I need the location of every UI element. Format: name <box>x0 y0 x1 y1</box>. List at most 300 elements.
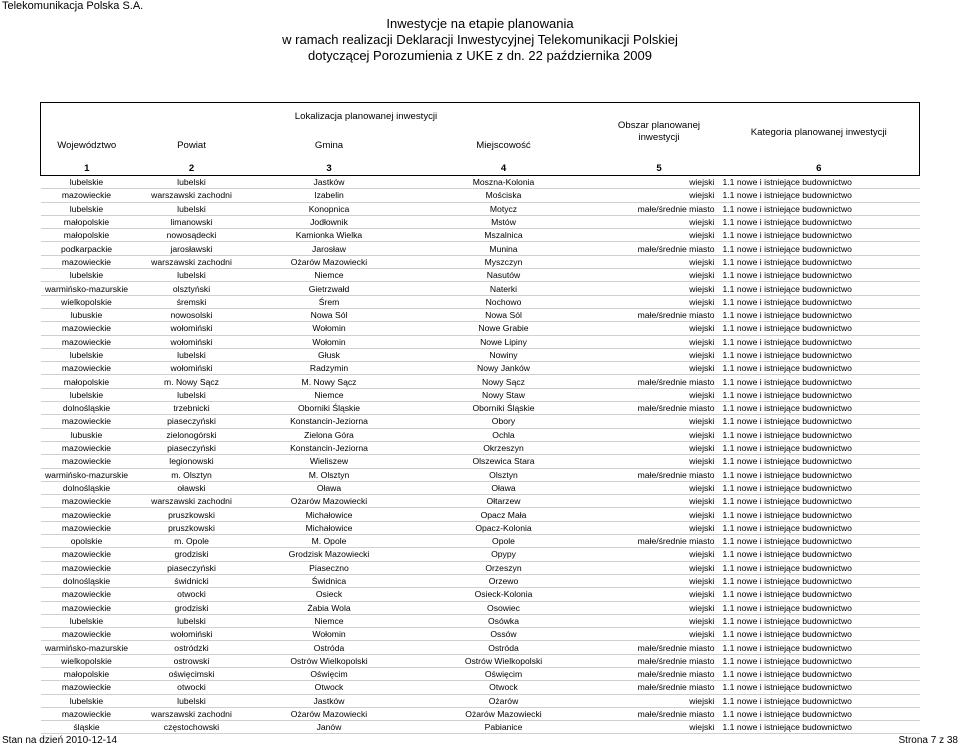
area-cell: wiejski <box>600 548 719 561</box>
area-cell: wiejski <box>600 481 719 494</box>
category-cell: 1.1 nowe i istniejące budownictwo <box>719 641 920 654</box>
commune-cell: Konstancin-Jeziorna <box>251 415 408 428</box>
commune-cell: Michałowice <box>251 508 408 521</box>
voivodeship-cell: mazowieckie <box>41 628 133 641</box>
voivodeship-cell: warmińsko-mazurskie <box>41 468 133 481</box>
category-cell: 1.1 nowe i istniejące budownictwo <box>719 255 920 268</box>
area-cell: wiejski <box>600 628 719 641</box>
area-cell: małe/średnie miasto <box>600 654 719 667</box>
title-line-2: w ramach realizacji Deklaracji Inwestycyjnej Telekomunikacji Polskiej <box>282 32 678 47</box>
commune-cell: Kamionka Wielka <box>251 229 408 242</box>
area-cell: małe/średnie miasto <box>600 707 719 720</box>
area-cell: wiejski <box>600 255 719 268</box>
county-cell: wołomiński <box>133 628 251 641</box>
column-number: 3 <box>251 161 408 176</box>
county-cell: grodziski <box>133 548 251 561</box>
area-cell: wiejski <box>600 176 719 189</box>
category-cell: 1.1 nowe i istniejące budownictwo <box>719 308 920 321</box>
commune-cell: Śrem <box>251 295 408 308</box>
category-cell: 1.1 nowe i istniejące budownictwo <box>719 654 920 667</box>
county-cell: lubelski <box>133 202 251 215</box>
commune-cell: M. Opole <box>251 535 408 548</box>
voivodeship-cell: mazowieckie <box>41 189 133 202</box>
table-row <box>41 362 920 375</box>
locality-cell: Nowy Staw <box>408 388 600 401</box>
area-cell: wiejski <box>600 269 719 282</box>
commune-cell: M. Nowy Sącz <box>251 375 408 388</box>
voivodeship-cell: mazowieckie <box>41 681 133 694</box>
table-row <box>41 388 920 401</box>
table-row <box>41 468 920 481</box>
locality-cell: Nowe Lipiny <box>408 335 600 348</box>
locality-cell: Munina <box>408 242 600 255</box>
area-cell: wiejski <box>600 388 719 401</box>
category-cell: 1.1 nowe i istniejące budownictwo <box>719 402 920 415</box>
table-row <box>41 415 920 428</box>
locality-cell: Ochla <box>408 428 600 441</box>
locality-cell: Otwock <box>408 681 600 694</box>
commune-cell: Jarosław <box>251 242 408 255</box>
county-cell: śremski <box>133 295 251 308</box>
area-cell: małe/średnie miasto <box>600 202 719 215</box>
locality-cell: Ożarów <box>408 694 600 707</box>
locality-cell: Olsztyn <box>408 468 600 481</box>
area-cell: wiejski <box>600 561 719 574</box>
table-row <box>41 535 920 548</box>
table-row <box>41 255 920 268</box>
table-row <box>41 628 920 641</box>
table-body <box>41 176 920 734</box>
table-row <box>41 295 920 308</box>
voivodeship-cell: mazowieckie <box>41 362 133 375</box>
county-cell: częstochowski <box>133 721 251 734</box>
county-cell: m. Nowy Sącz <box>133 375 251 388</box>
locality-cell: Nowe Grabie <box>408 322 600 335</box>
county-cell: oświęcimski <box>133 667 251 680</box>
commune-cell: Oława <box>251 481 408 494</box>
table-row <box>41 348 920 361</box>
county-cell: świdnicki <box>133 574 251 587</box>
county-cell: pruszkowski <box>133 521 251 534</box>
voivodeship-cell: mazowieckie <box>41 508 133 521</box>
voivodeship-cell: mazowieckie <box>41 707 133 720</box>
voivodeship-cell: podkarpackie <box>41 242 133 255</box>
area-cell: wiejski <box>600 335 719 348</box>
area-cell: małe/średnie miasto <box>600 667 719 680</box>
county-cell: pruszkowski <box>133 508 251 521</box>
category-cell: 1.1 nowe i istniejące budownictwo <box>719 548 920 561</box>
locality-cell: Mszalnica <box>408 229 600 242</box>
category-cell: 1.1 nowe i istniejące budownictwo <box>719 229 920 242</box>
category-cell: 1.1 nowe i istniejące budownictwo <box>719 415 920 428</box>
commune-cell: Ostróda <box>251 641 408 654</box>
location-group-header: Lokalizacja planowanej inwestycji <box>133 103 600 130</box>
voivodeship-cell: warmińsko-mazurskie <box>41 282 133 295</box>
county-cell: lubelski <box>133 614 251 627</box>
voivodeship-cell: dolnośląskie <box>41 402 133 415</box>
county-cell: otwocki <box>133 681 251 694</box>
category-cell: 1.1 nowe i istniejące budownictwo <box>719 348 920 361</box>
title-line-3: dotyczącej Porozumienia z UKE z dn. 22 października 2009 <box>308 48 652 63</box>
category-cell: 1.1 nowe i istniejące budownictwo <box>719 601 920 614</box>
table-row <box>41 189 920 202</box>
area-cell: wiejski <box>600 441 719 454</box>
investment-table <box>40 102 920 734</box>
commune-cell: Wieliszew <box>251 455 408 468</box>
voivodeship-cell: mazowieckie <box>41 548 133 561</box>
document-title <box>0 16 960 64</box>
locality-cell: Opacz Mała <box>408 508 600 521</box>
category-cell: 1.1 nowe i istniejące budownictwo <box>719 269 920 282</box>
table-row <box>41 654 920 667</box>
commune-cell: Głusk <box>251 348 408 361</box>
table-row <box>41 375 920 388</box>
county-cell: warszawski zachodni <box>133 255 251 268</box>
voivodeship-cell: mazowieckie <box>41 521 133 534</box>
commune-cell: Wołomin <box>251 335 408 348</box>
table-row <box>41 441 920 454</box>
category-cell: 1.1 nowe i istniejące budownictwo <box>719 335 920 348</box>
locality-cell: Oława <box>408 481 600 494</box>
column-number: 5 <box>600 161 719 176</box>
commune-cell: Gietrzwałd <box>251 282 408 295</box>
category-cell: 1.1 nowe i istniejące budownictwo <box>719 561 920 574</box>
table-row <box>41 601 920 614</box>
commune-cell: Grodzisk Mazowiecki <box>251 548 408 561</box>
area-cell: wiejski <box>600 229 719 242</box>
voivodeship-cell: lubelskie <box>41 176 133 189</box>
table-row <box>41 269 920 282</box>
locality-cell: Olszewica Stara <box>408 455 600 468</box>
area-cell: wiejski <box>600 521 719 534</box>
locality-cell: Opole <box>408 535 600 548</box>
commune-cell: Konopnica <box>251 202 408 215</box>
page-number: Strona 7 z 38 <box>898 735 958 746</box>
area-cell: wiejski <box>600 282 719 295</box>
voivodeship-column-header: Województwo <box>41 129 133 161</box>
table-row <box>41 694 920 707</box>
voivodeship-cell: mazowieckie <box>41 441 133 454</box>
header-blank-cell <box>41 103 133 130</box>
table-row <box>41 335 920 348</box>
county-cell: jarosławski <box>133 242 251 255</box>
commune-cell: Osieck <box>251 588 408 601</box>
area-cell: małe/średnie miasto <box>600 535 719 548</box>
county-cell: ostrowski <box>133 654 251 667</box>
category-cell: 1.1 nowe i istniejące budownictwo <box>719 681 920 694</box>
locality-cell: Oborniki Śląskie <box>408 402 600 415</box>
county-cell: lubelski <box>133 694 251 707</box>
category-cell: 1.1 nowe i istniejące budownictwo <box>719 189 920 202</box>
county-cell: piaseczyński <box>133 415 251 428</box>
county-cell: otwocki <box>133 588 251 601</box>
locality-cell: Mościska <box>408 189 600 202</box>
column-number: 2 <box>133 161 251 176</box>
locality-cell: Moszna-Kolonia <box>408 176 600 189</box>
voivodeship-cell: warmińsko-mazurskie <box>41 641 133 654</box>
table-row <box>41 215 920 228</box>
county-cell: olsztyński <box>133 282 251 295</box>
locality-cell: Opacz-Kolonia <box>408 521 600 534</box>
voivodeship-cell: lubelskie <box>41 202 133 215</box>
county-cell: wołomiński <box>133 335 251 348</box>
area-cell: wiejski <box>600 614 719 627</box>
table-row <box>41 176 920 189</box>
category-cell: 1.1 nowe i istniejące budownictwo <box>719 481 920 494</box>
locality-cell: Ołtarzew <box>408 495 600 508</box>
area-cell: wiejski <box>600 362 719 375</box>
county-cell: nowosolski <box>133 308 251 321</box>
county-cell: warszawski zachodni <box>133 495 251 508</box>
area-cell: wiejski <box>600 455 719 468</box>
area-cell: wiejski <box>600 588 719 601</box>
category-cell: 1.1 nowe i istniejące budownictwo <box>719 388 920 401</box>
voivodeship-cell: lubelskie <box>41 348 133 361</box>
county-cell: piaseczyński <box>133 441 251 454</box>
locality-cell: Opypy <box>408 548 600 561</box>
category-cell: 1.1 nowe i istniejące budownictwo <box>719 295 920 308</box>
commune-cell: Janów <box>251 721 408 734</box>
voivodeship-cell: mazowieckie <box>41 588 133 601</box>
table-row <box>41 667 920 680</box>
voivodeship-cell: małopolskie <box>41 667 133 680</box>
area-cell: wiejski <box>600 322 719 335</box>
commune-cell: Niemce <box>251 269 408 282</box>
commune-cell: Jodłownik <box>251 215 408 228</box>
locality-cell: Obory <box>408 415 600 428</box>
category-cell: 1.1 nowe i istniejące budownictwo <box>719 322 920 335</box>
locality-cell: Nochowo <box>408 295 600 308</box>
table-row <box>41 614 920 627</box>
table-row <box>41 641 920 654</box>
county-cell: wołomiński <box>133 362 251 375</box>
category-cell: 1.1 nowe i istniejące budownictwo <box>719 508 920 521</box>
category-cell: 1.1 nowe i istniejące budownictwo <box>719 707 920 720</box>
report-date: Stan na dzień 2010-12-14 <box>2 735 118 746</box>
voivodeship-cell: lubelskie <box>41 388 133 401</box>
county-cell: warszawski zachodni <box>133 189 251 202</box>
county-cell: ostródzki <box>133 641 251 654</box>
county-cell: wołomiński <box>133 322 251 335</box>
category-cell: 1.1 nowe i istniejące budownictwo <box>719 535 920 548</box>
commune-cell: Konstancin-Jeziorna <box>251 441 408 454</box>
table-row <box>41 521 920 534</box>
commune-cell: M. Olsztyn <box>251 468 408 481</box>
category-cell: 1.1 nowe i istniejące budownictwo <box>719 614 920 627</box>
county-cell: oławski <box>133 481 251 494</box>
voivodeship-cell: lubelskie <box>41 269 133 282</box>
category-cell: 1.1 nowe i istniejące budownictwo <box>719 574 920 587</box>
commune-cell: Piaseczno <box>251 561 408 574</box>
table-row <box>41 322 920 335</box>
category-cell: 1.1 nowe i istniejące budownictwo <box>719 694 920 707</box>
voivodeship-cell: małopolskie <box>41 215 133 228</box>
locality-column-header: Miejscowość <box>476 139 531 151</box>
county-cell: zielonogórski <box>133 428 251 441</box>
area-cell: wiejski <box>600 189 719 202</box>
county-cell: limanowski <box>133 215 251 228</box>
column-number: 6 <box>719 161 920 176</box>
table-row <box>41 561 920 574</box>
category-cell: 1.1 nowe i istniejące budownictwo <box>719 441 920 454</box>
locality-cell: Motycz <box>408 202 600 215</box>
category-cell: 1.1 nowe i istniejące budownictwo <box>719 721 920 734</box>
table-row <box>41 681 920 694</box>
county-cell: lubelski <box>133 269 251 282</box>
county-cell: nowosądecki <box>133 229 251 242</box>
commune-cell: Jastków <box>251 176 408 189</box>
voivodeship-cell: mazowieckie <box>41 455 133 468</box>
table-row <box>41 455 920 468</box>
commune-cell: Radzymin <box>251 362 408 375</box>
voivodeship-cell: mazowieckie <box>41 322 133 335</box>
voivodeship-cell: lubelskie <box>41 614 133 627</box>
voivodeship-cell: mazowieckie <box>41 335 133 348</box>
area-cell: wiejski <box>600 415 719 428</box>
locality-cell: Ostróda <box>408 641 600 654</box>
voivodeship-cell: mazowieckie <box>41 601 133 614</box>
area-cell: wiejski <box>600 295 719 308</box>
category-cell: 1.1 nowe i istniejące budownictwo <box>719 428 920 441</box>
commune-cell: Wołomin <box>251 628 408 641</box>
area-cell: wiejski <box>600 694 719 707</box>
area-cell: małe/średnie miasto <box>600 681 719 694</box>
locality-cell: Ostrów Wielkopolski <box>408 654 600 667</box>
area-cell: wiejski <box>600 721 719 734</box>
locality-cell: Nowy Sącz <box>408 375 600 388</box>
voivodeship-cell: dolnośląskie <box>41 481 133 494</box>
county-cell: legionowski <box>133 455 251 468</box>
table-row <box>41 574 920 587</box>
table-row <box>41 402 920 415</box>
table-row <box>41 721 920 734</box>
area-cell: małe/średnie miasto <box>600 641 719 654</box>
area-cell: wiejski <box>600 428 719 441</box>
locality-cell: Nasutów <box>408 269 600 282</box>
commune-cell: Ostrów Wielkopolski <box>251 654 408 667</box>
category-cell: 1.1 nowe i istniejące budownictwo <box>719 202 920 215</box>
voivodeship-cell: dolnośląskie <box>41 574 133 587</box>
locality-cell: Osówka <box>408 614 600 627</box>
table-row <box>41 707 920 720</box>
company-name: Telekomunikacja Polska S.A. <box>2 0 144 12</box>
table-row <box>41 308 920 321</box>
locality-cell: Orzewo <box>408 574 600 587</box>
locality-cell: Orzeszyn <box>408 561 600 574</box>
commune-cell: Oborniki Śląskie <box>251 402 408 415</box>
category-cell: 1.1 nowe i istniejące budownictwo <box>719 282 920 295</box>
commune-cell: Ożarów Mazowiecki <box>251 255 408 268</box>
voivodeship-cell: lubuskie <box>41 308 133 321</box>
column-number: 1 <box>41 161 133 176</box>
category-column-header: Kategoria planowanej inwestycji <box>719 103 920 162</box>
table-row <box>41 508 920 521</box>
area-cell: małe/średnie miasto <box>600 308 719 321</box>
county-cell: lubelski <box>133 176 251 189</box>
column-number: 4 <box>408 161 600 176</box>
locality-cell: Osieck-Kolonia <box>408 588 600 601</box>
commune-cell: Wołomin <box>251 322 408 335</box>
commune-cell: Ożarów Mazowiecki <box>251 707 408 720</box>
locality-cell: Nowy Janków <box>408 362 600 375</box>
table-row <box>41 588 920 601</box>
voivodeship-cell: lubelskie <box>41 694 133 707</box>
commune-cell: Oświęcim <box>251 667 408 680</box>
voivodeship-cell: lubuskie <box>41 428 133 441</box>
column-number-row <box>41 161 920 176</box>
category-cell: 1.1 nowe i istniejące budownictwo <box>719 468 920 481</box>
voivodeship-cell: mazowieckie <box>41 561 133 574</box>
county-cell: warszawski zachodni <box>133 707 251 720</box>
commune-cell: Niemce <box>251 388 408 401</box>
category-cell: 1.1 nowe i istniejące budownictwo <box>719 242 920 255</box>
voivodeship-cell: wielkopolskie <box>41 654 133 667</box>
commune-cell: Niemce <box>251 614 408 627</box>
table-row <box>41 202 920 215</box>
category-cell: 1.1 nowe i istniejące budownictwo <box>719 495 920 508</box>
area-cell: małe/średnie miasto <box>600 375 719 388</box>
voivodeship-cell: małopolskie <box>41 229 133 242</box>
voivodeship-cell: mazowieckie <box>41 415 133 428</box>
locality-cell: Mstów <box>408 215 600 228</box>
area-cell: małe/średnie miasto <box>600 242 719 255</box>
commune-cell: Jastków <box>251 694 408 707</box>
area-column-header: Obszar planowanej inwestycji <box>600 103 719 162</box>
county-cell: m. Olsztyn <box>133 468 251 481</box>
locality-cell: Nowiny <box>408 348 600 361</box>
area-cell: wiejski <box>600 215 719 228</box>
table-row <box>41 282 920 295</box>
locality-cell: Oświęcim <box>408 667 600 680</box>
category-cell: 1.1 nowe i istniejące budownictwo <box>719 628 920 641</box>
title-line-1: Inwestycje na etapie planowania <box>386 16 574 31</box>
commune-cell: Żabia Wola <box>251 601 408 614</box>
category-cell: 1.1 nowe i istniejące budownictwo <box>719 176 920 189</box>
voivodeship-cell: opolskie <box>41 535 133 548</box>
commune-cell: Otwock <box>251 681 408 694</box>
table-row <box>41 495 920 508</box>
table-row <box>41 548 920 561</box>
area-cell: wiejski <box>600 601 719 614</box>
locality-cell: Ossów <box>408 628 600 641</box>
voivodeship-cell: mazowieckie <box>41 255 133 268</box>
area-cell: małe/średnie miasto <box>600 468 719 481</box>
locality-cell: Naterki <box>408 282 600 295</box>
table-row <box>41 428 920 441</box>
commune-cell: Świdnica <box>251 574 408 587</box>
area-cell: małe/średnie miasto <box>600 402 719 415</box>
voivodeship-cell: śląskie <box>41 721 133 734</box>
area-cell: wiejski <box>600 508 719 521</box>
voivodeship-cell: mazowieckie <box>41 495 133 508</box>
voivodeship-cell: wielkopolskie <box>41 295 133 308</box>
voivodeship-cell: małopolskie <box>41 375 133 388</box>
commune-cell: Zielona Góra <box>251 428 408 441</box>
category-cell: 1.1 nowe i istniejące budownictwo <box>719 588 920 601</box>
county-cell: piaseczyński <box>133 561 251 574</box>
locality-cell: Osowiec <box>408 601 600 614</box>
locality-cell: Nowa Sól <box>408 308 600 321</box>
locality-cell: Okrzeszyn <box>408 441 600 454</box>
county-cell: lubelski <box>133 348 251 361</box>
category-cell: 1.1 nowe i istniejące budownictwo <box>719 667 920 680</box>
locality-cell: Ożarów Mazowiecki <box>408 707 600 720</box>
commune-cell: Michałowice <box>251 521 408 534</box>
category-cell: 1.1 nowe i istniejące budownictwo <box>719 375 920 388</box>
locality-cell: Myszczyn <box>408 255 600 268</box>
area-cell: wiejski <box>600 348 719 361</box>
commune-column-header: Gmina <box>314 139 344 151</box>
